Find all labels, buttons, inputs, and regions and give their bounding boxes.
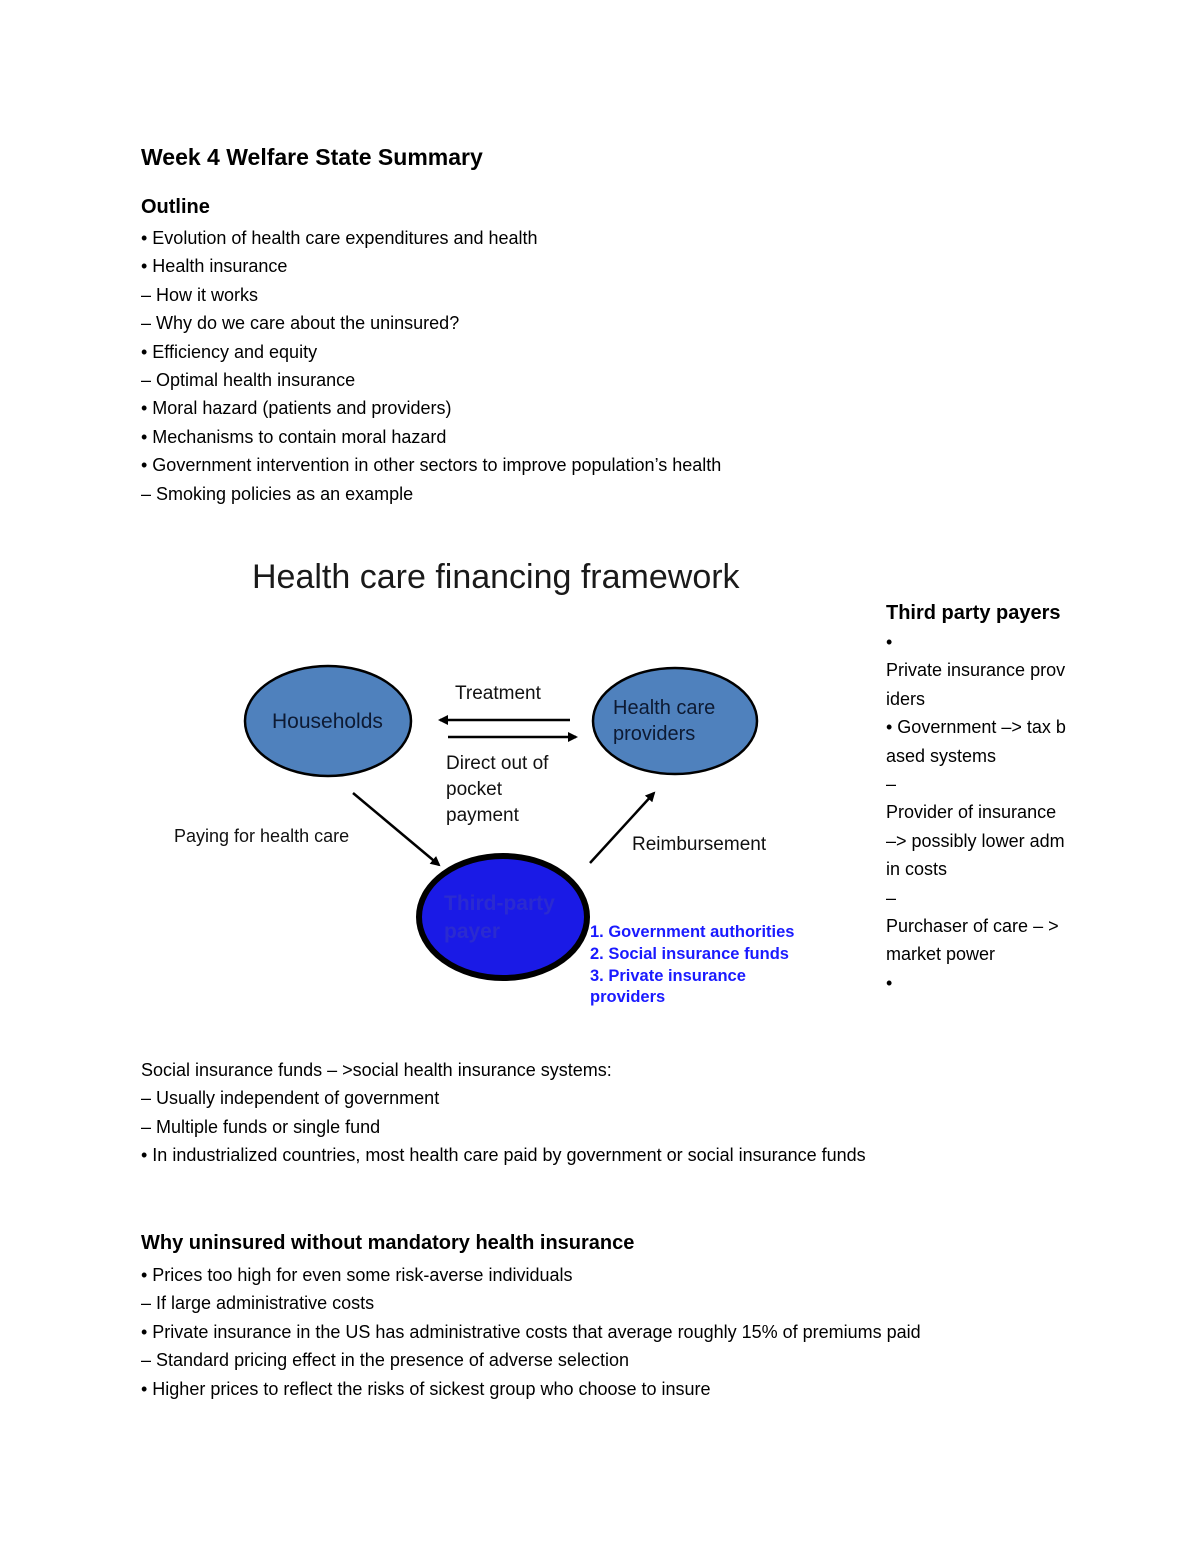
paying-arrow bbox=[353, 793, 439, 865]
list-item: Social insurance funds – >social health insurance systems: bbox=[141, 1060, 612, 1080]
list-item: – Usually independent of government bbox=[141, 1088, 440, 1109]
list-item: – Multiple funds or single fund bbox=[141, 1116, 381, 1137]
sidebar-heading: Third party payers bbox=[886, 602, 1061, 624]
list-item: Purchaser of care – >market power bbox=[886, 916, 1059, 965]
list-item: – bbox=[886, 887, 897, 908]
social-insurance-list bbox=[141, 1056, 866, 1170]
providers-label: Health care providers bbox=[613, 697, 716, 745]
uninsured-list bbox=[141, 1261, 921, 1403]
direct-payment-label: Direct out of pocket payment bbox=[446, 753, 549, 826]
list-item: • Government –> tax based systems bbox=[886, 717, 1066, 766]
financing-framework-diagram bbox=[160, 550, 840, 1020]
list-item: • bbox=[886, 632, 893, 652]
reimbursement-label: Reimbursement bbox=[632, 834, 767, 855]
list-item: • Moral hazard (patients and providers) bbox=[141, 398, 452, 419]
list-item: • Mechanisms to contain moral hazard bbox=[141, 426, 447, 447]
list-item: • Efficiency and equity bbox=[141, 341, 318, 362]
list-item: – bbox=[886, 774, 897, 795]
list-item: – Why do we care about the uninsured? bbox=[141, 313, 460, 334]
list-item: 1. Government authorities bbox=[590, 923, 795, 941]
list-item: 2. Social insurance funds bbox=[590, 944, 789, 963]
list-item: providers bbox=[590, 988, 666, 1007]
list-item: Provider of insurance –> possibly lower admin costs bbox=[886, 802, 1065, 880]
list-item: • Health insurance bbox=[141, 256, 288, 277]
list-item: • Evolution of health care expenditures and health bbox=[141, 228, 538, 248]
list-item: • Private insurance in the US has administrative costs that average roughly 15% of premiums paid bbox=[141, 1321, 921, 1342]
list-item: 3. Private insurance bbox=[590, 966, 746, 985]
payer-types-list bbox=[590, 922, 794, 1009]
list-item: – Standard pricing effect in the presence of adverse selection bbox=[141, 1350, 629, 1371]
list-item: • Higher prices to reflect the risks of sickest group who choose to insure bbox=[141, 1378, 711, 1399]
diagram-title: Health care financing framework bbox=[252, 558, 740, 596]
treatment-label: Treatment bbox=[455, 683, 541, 704]
list-item: – If large administrative costs bbox=[141, 1293, 375, 1314]
paying-label: Paying for health care bbox=[174, 826, 350, 846]
payer-label: Third-party payer bbox=[444, 892, 555, 943]
outline-list bbox=[141, 224, 721, 508]
list-item: – Optimal health insurance bbox=[141, 369, 356, 390]
list-item: • bbox=[886, 972, 893, 993]
list-item: • Prices too high for even some risk-averse individuals bbox=[141, 1265, 573, 1285]
list-item: – Smoking policies as an example bbox=[141, 483, 414, 504]
list-item: • In industrialized countries, most health care paid by government or social insurance funds bbox=[141, 1145, 866, 1166]
third-party-payers-sidebar bbox=[886, 598, 1066, 997]
outline-heading: Outline bbox=[141, 196, 210, 218]
sidebar-list bbox=[886, 628, 1066, 997]
list-item: Private insurance providers bbox=[886, 660, 1066, 709]
list-item: • Government intervention in other sectors to improve population’s health bbox=[141, 455, 722, 476]
document-title: Week 4 Welfare State Summary bbox=[141, 144, 483, 170]
uninsured-heading: Why uninsured without mandatory health insurance bbox=[141, 1232, 635, 1254]
households-label: Households bbox=[272, 710, 383, 733]
list-item: – How it works bbox=[141, 284, 259, 305]
